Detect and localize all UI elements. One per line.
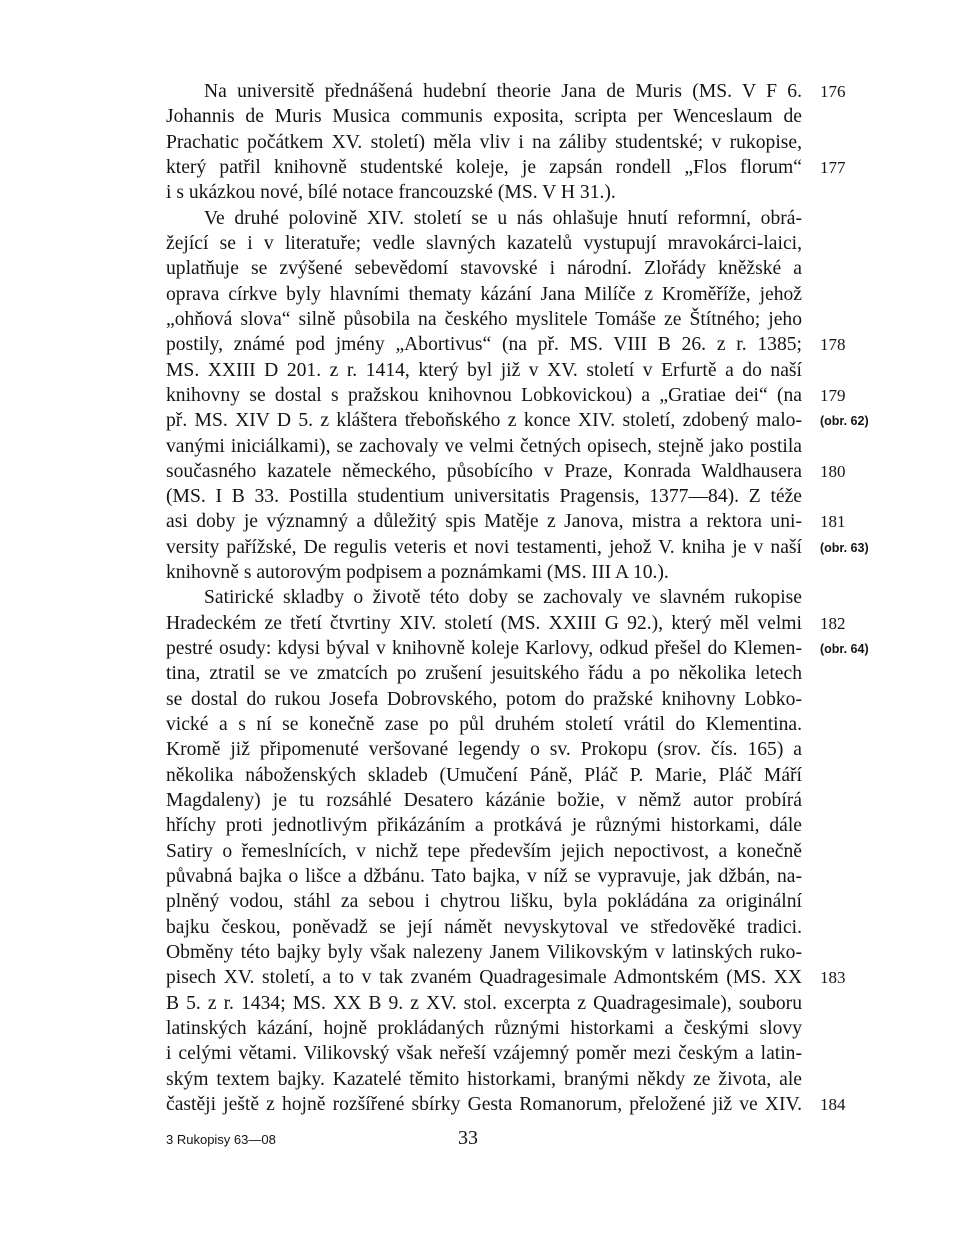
- margin-catalog-number: 180: [820, 461, 846, 481]
- text-line: ským textem bajky. Kazatelé těmito historkami, branými někdy ze života, ale: [166, 1068, 802, 1090]
- margin-catalog-number: 176: [820, 82, 846, 101]
- text-line: pestré osudy: kdysi býval v knihovně koleje Karlovy, odkud přešel do Klemen-: [166, 638, 802, 659]
- text-line: uplatňuje se zvýšené sebevědomí stavovské i národní. Zlořády kněžské a: [166, 258, 802, 280]
- text-line: Johannis de Muris Musica communis exposita, scripta per Wenceslaum de: [166, 106, 802, 128]
- text-line: „ohňová slova“ silně působila na českého myslitele Tomáše ze Štítného; jeho: [166, 308, 802, 330]
- text-line: oprava církve byly hlavními thematy kázání Jana Milíče z Kroměříže, jehož: [166, 283, 802, 305]
- text-line: MS. XXIII D 201. z r. 1414, který byl již v XV. století v Erfurtě a do naší: [166, 359, 802, 381]
- text-line: několika náboženských skladeb (Umučení Páně, Pláč P. Marie, Pláč Máří: [166, 764, 802, 786]
- text-line: versity pařížské, De regulis veteris et novi testamenti, jehož V. kniha je v naší: [166, 536, 802, 558]
- text-line: knihovně s autorovým podpisem a poznámkami (MS. III A 10.).: [166, 562, 669, 584]
- text-line: hříchy proti jednotlivým přikázáním a protkává je různými historkami, dále: [166, 815, 802, 837]
- text-line: Kromě již připomenuté veršované legendy o sv. Prokopu (srov. čís. 165) a: [166, 739, 802, 761]
- margin-figure-reference: (obr. 64): [820, 642, 869, 656]
- text-line: bajku českou, poněvadž se její námět nevyskytoval ve středověké tradici.: [166, 916, 802, 938]
- text-line: i celými větami. Vilikovský však neřeší vzájemný poměr mezi českým a latin-: [166, 1043, 802, 1065]
- text-line: se dostal do rukou Josefa Dobrovského, potom do pražské knihovny Lobko-: [166, 688, 802, 710]
- text-line: žející se i v literatuře; vedle slavných kazatelů vystupují mravokárci-laici,: [166, 232, 802, 254]
- text-line: Ve druhé polovině XIV. století se u nás ohlašuje hnutí reformní, obrá-: [204, 207, 802, 229]
- text-line: knihovny se dostal s pražskou knihovnou Lobkovickou) a „Gratiae dei“ (na: [166, 384, 802, 406]
- text-line: asi doby je významný a důležitý spis Matěje z Janova, mistra a rektora uni-: [166, 511, 802, 533]
- page-number: 33: [458, 1127, 478, 1149]
- text-line: Magdaleny) je tu rozsáhlé Desatero kázánie božie, v němž autor probírá: [166, 790, 802, 811]
- margin-catalog-number: 182: [820, 613, 846, 633]
- margin-catalog-number: 179: [820, 385, 846, 405]
- text-line: př. MS. XIV D 5. z kláštera třeboňského z konce XIV. století, zdobený malo-: [166, 410, 802, 432]
- text-line: Hradeckém ze třetí čtvrtiny XIV. století (MS. XXIII G 92.), který měl velmi: [166, 612, 802, 634]
- text-line: latinských kázání, hojně prokládaných různými historkami a českými slovy: [166, 1017, 802, 1039]
- text-line: půvabná bajka o lišce a džbánu. Tato bajka, v níž se vypravuje, jak džbán, na-: [166, 865, 802, 887]
- margin-figure-reference: (obr. 62): [820, 414, 869, 429]
- footer-signature: 3 Rukopisy 63—08: [166, 1132, 276, 1147]
- margin-catalog-number: 181: [820, 512, 846, 532]
- margin-catalog-number: 183: [820, 968, 846, 988]
- text-line: vanými iniciálkami), se zachovaly ve velmi četných opisech, stejně jako postila: [166, 435, 802, 457]
- text-line: Satirické skladby o životě této doby se zachovaly ve slavném rukopise: [204, 587, 802, 609]
- margin-catalog-number: 184: [820, 1094, 846, 1114]
- text-line: postily, známé pod jmény „Abortivus“ (na př. MS. VIII B 26. z r. 1385;: [166, 334, 802, 356]
- text-line: plněný vodou, stáhl za sebou i chytrou lišku, byla pokládána za originální: [166, 891, 802, 913]
- text-line: vické a s ní se konečně zase po půl druhém století vrátil do Klementina.: [166, 714, 802, 735]
- text-line: B 5. z r. 1434; MS. XX B 9. z XV. stol. excerpta z Quadragesimale), souboru: [166, 992, 802, 1014]
- text-line: tina, ztratil se ve zmatcích po zrušení jesuitského řádu a po několika letech: [166, 663, 802, 685]
- text-line: (MS. I B 33. Postilla studentium universitatis Pragensis, 1377—84). Z téže: [166, 486, 802, 508]
- margin-catalog-number: 177: [820, 158, 846, 177]
- text-line: současného kazatele německého, působícího v Praze, Konrada Waldhausera: [166, 460, 802, 482]
- text-line: i s ukázkou nové, bílé notace francouzské (MS. V H 31.).: [166, 182, 616, 204]
- text-line: Prachatic počátkem XV. století) měla vliv i na záliby studentské; v rukopise,: [166, 131, 802, 153]
- text-line: který patřil knihovně studentské koleje, je zapsán rondell „Flos florum“: [166, 157, 802, 178]
- margin-figure-reference: (obr. 63): [820, 540, 869, 555]
- margin-catalog-number: 178: [820, 335, 846, 355]
- text-line: pisech XV. století, a to v tak zvaném Quadragesimale Admontském (MS. XX: [166, 967, 802, 989]
- text-line: Na universitě přednášená hudební theorie Jana de Muris (MS. V F 6.: [204, 81, 802, 102]
- text-line: Satiry o řemeslnících, v nichž tepe především jejich nepoctivost, a konečně: [166, 840, 802, 862]
- text-line: častěji ještě z hojně rozšířené sbírky Gesta Romanorum, přeložené již ve XIV.: [166, 1093, 802, 1115]
- text-line: Obměny této bajky byly však nalezeny Janem Vilikovským v latinských ruko-: [166, 941, 802, 963]
